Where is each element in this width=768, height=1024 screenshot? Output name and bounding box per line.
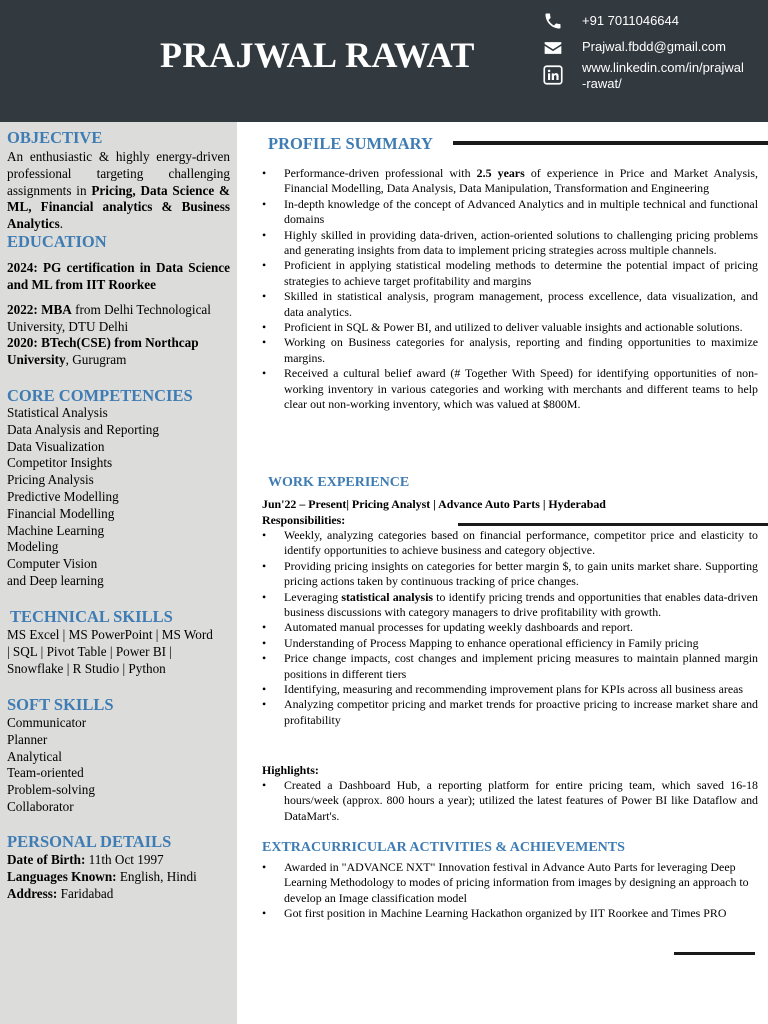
list-item: • Identifying, measuring and recommending improvement plans for KPIs across all business areas <box>260 682 758 697</box>
list-item: Statistical Analysis <box>7 405 108 420</box>
technical-skills-heading: TECHNICAL SKILLS <box>10 607 173 626</box>
education-mba-school: from Delhi Technological University, DTU Delhi <box>7 302 211 334</box>
list-item: Computer Vision <box>7 556 98 572</box>
list-item: • Automated manual processes for updating weekly dashboards and report. <box>260 620 758 635</box>
envelope-icon <box>543 38 563 58</box>
list-item: • Received a cultural belief award (# Together With Speed) for identifying opportunities of non-working inventory in various categories and working with merchants and different teams to help clear out non-working inventory, which was valued at $800M. <box>260 366 758 412</box>
responsibility-emphasis: statistical analysis <box>341 589 433 604</box>
candidate-name: PRAJWAL RAWAT <box>160 35 475 75</box>
objective-text-plain: An enthusiastic & highly energy-driven professional targeting challenging assignments in <box>7 149 230 198</box>
list-item <box>260 590 758 621</box>
education-item-btech <box>7 335 230 369</box>
list-item: Predictive Modelling <box>7 488 119 504</box>
technical-skills-text <box>7 627 230 677</box>
list-item: • Got first position in Machine Learning Hackathon organized by IIT Roorkee and Times PRO <box>260 906 766 921</box>
dob-label: Date of Birth: <box>7 852 86 867</box>
highlights-label: Highlights: <box>262 763 319 777</box>
profile-item-text: of experience in Price and Market Analysis, Financial Modelling, Data Analysis, Data Manipulation, Transformation and Engineering <box>284 166 758 196</box>
list-item: Financial Modelling <box>7 505 115 521</box>
profile-summary-list <box>260 166 758 413</box>
responsibilities-label: Responsibilities: <box>262 513 346 527</box>
resume-header <box>0 0 768 122</box>
core-competencies-heading: CORE COMPETENCIES <box>7 386 193 405</box>
sidebar <box>0 122 237 1024</box>
list-item: • Working on Business categories for analysis, reporting and finding opportunities to maximize margins. <box>260 335 758 366</box>
work-experience-heading: WORK EXPERIENCE <box>268 475 410 490</box>
dob-value: 11th Oct 1997 <box>85 852 164 867</box>
list-item: • Skilled in statistical analysis, program management, process excellence, data visualization, and data analytics. <box>260 289 758 320</box>
list-item: • Created a Dashboard Hub, a reporting platform for entire pricing team, which saved 16-18 hours/week (approx. 800 hours a year); utilized the latest features of Power BI like Dataflow and DataMart's. <box>260 778 758 824</box>
list-item: • Weekly, analyzing categories based on financial performance, competitor price and elasticity to identify opportunities to achieve business and category objective. <box>260 528 758 559</box>
education-btech-degree: 2020: BTech(CSE) from Northcap University <box>7 335 199 367</box>
linkedin-url-line-2: -rawat/ <box>582 76 622 91</box>
list-item: Communicator <box>7 715 87 730</box>
soft-skills-list <box>7 715 232 816</box>
responsibility-text: to identify pricing trends and opportunities that enables data-driven business discussions with category managers to drive profitability with growth. <box>284 589 758 620</box>
list-item: • Price change impacts, cost changes and implement pricing measures to maintain planned margin positions in different tiers <box>260 651 758 682</box>
list-item: Competitor Insights <box>7 455 113 471</box>
list-item: • Analyzing competitor pricing and market trends for proactive pricing to increase market share and profitability <box>260 697 758 728</box>
job-title-line: Jun'22 – Present| Pricing Analyst | Advance Auto Parts | Hyderabad <box>262 497 606 511</box>
technical-skills-line: Snowflake | R Studio | Python <box>7 660 166 676</box>
list-item <box>260 166 758 197</box>
phone-number[interactable]: +91 7011046644 <box>582 13 679 28</box>
list-item: Team-oriented <box>7 765 84 781</box>
list-item: • Providing pricing insights on categories for better margin $, to gain units market share. Supporting pricing actions taken by continuous tracking of price changes. <box>260 559 758 590</box>
soft-skills-heading: SOFT SKILLS <box>7 695 114 714</box>
profile-item-text: Performance-driven professional with <box>284 166 477 180</box>
technical-skills-line: | SQL | Pivot Table | Power BI | <box>7 643 172 659</box>
list-item: • Understanding of Process Mapping to enhance operational efficiency in Family pricing <box>260 636 758 651</box>
list-item: • Proficient in SQL & Power BI, and utilized to deliver valuable insights and actionable solutions. <box>260 320 758 335</box>
list-item: Data Visualization <box>7 438 105 454</box>
list-item: Analytical <box>7 748 62 764</box>
personal-details-heading: PERSONAL DETAILS <box>7 832 172 851</box>
responsibility-text: Leveraging <box>284 589 342 604</box>
core-competencies-list <box>7 405 232 590</box>
list-item: Collaborator <box>7 798 74 814</box>
address-row <box>7 886 230 903</box>
main-content <box>237 122 768 1024</box>
list-item: and Deep learning <box>7 572 104 588</box>
personal-details-text <box>7 852 230 902</box>
list-item: Pricing Analysis <box>7 472 94 488</box>
linkedin-url[interactable] <box>582 60 744 92</box>
objective-text <box>7 149 230 233</box>
dob-row <box>7 852 230 869</box>
responsibilities-list <box>260 528 758 728</box>
email-address[interactable]: Prajwal.fbdd@gmail.com <box>582 39 726 54</box>
languages-label: Languages Known: <box>7 868 117 884</box>
objective-text-end: . <box>59 216 64 232</box>
list-item: Data Analysis and Reporting <box>7 421 159 437</box>
address-value: Faridabad <box>57 885 114 901</box>
list-item: Modeling <box>7 539 59 555</box>
languages-value: English, Hindi <box>116 868 197 884</box>
education-item-mba <box>7 302 230 336</box>
education-mba-degree: 2022: MBA <box>7 302 72 317</box>
section-divider <box>458 523 768 526</box>
languages-row <box>7 869 230 886</box>
objective-text-bold: Pricing, Data Science & ML, Financial analytics & Business Analytics <box>7 182 230 232</box>
education-heading: EDUCATION <box>7 232 107 251</box>
list-item: Problem-solving <box>7 782 95 798</box>
linkedin-url-line-1: www.linkedin.com/in/prajwal <box>582 60 744 75</box>
list-item: Machine Learning <box>7 522 105 538</box>
extracurricular-list <box>260 860 766 922</box>
experience-years: 2.5 years <box>476 166 525 180</box>
list-item: Planner <box>7 731 48 747</box>
list-item: • Proficient in applying statistical modeling methods to determine the potential impact of pricing strategies to achieve target profitability and margins <box>260 258 758 289</box>
highlights-list <box>260 778 758 824</box>
linkedin-icon <box>543 65 563 85</box>
section-divider <box>453 141 768 145</box>
list-item: • In-depth knowledge of the concept of Advanced Analytics and in multiple technical and functional domains <box>260 197 758 228</box>
phone-icon <box>543 11 563 31</box>
section-divider <box>674 952 755 955</box>
extracurricular-heading: EXTRACURRICULAR ACTIVITIES & ACHIEVEMENTS <box>262 840 625 855</box>
list-item: • Highly skilled in providing data-driven, action-oriented solutions to challenging pricing problems and generating insights from data to implement pricing strategies across multiple channels. <box>260 228 758 259</box>
technical-skills-line: MS Excel | MS PowerPoint | MS Word <box>7 627 213 642</box>
profile-summary-heading: PROFILE SUMMARY <box>268 134 433 153</box>
list-item: • Awarded in "ADVANCE NXT" Innovation festival in Advance Auto Parts for leveraging Deep Learning Methodology to modes of pricing information from images by designing an approach to develop an Image classification model <box>260 860 766 906</box>
education-btech-city: , Gurugram <box>65 351 127 367</box>
address-label: Address: <box>7 885 58 901</box>
education-item-pg: 2024: PG certification in Data Science and ML from IIT Roorkee <box>7 260 230 292</box>
objective-heading: OBJECTIVE <box>7 128 103 147</box>
